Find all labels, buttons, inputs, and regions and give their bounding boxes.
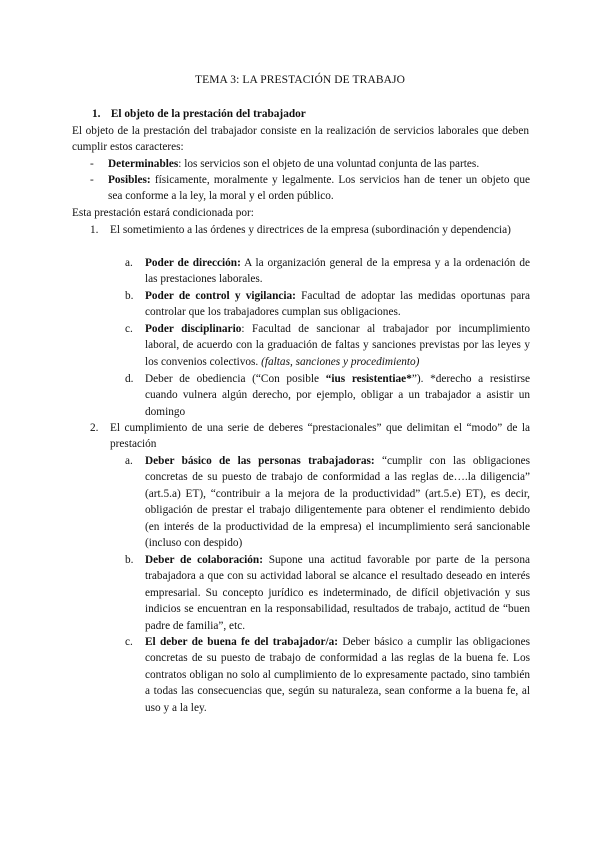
sub-marker: a. [125, 257, 133, 269]
sub-marker: b. [125, 554, 134, 566]
character-item [90, 156, 530, 172]
term-text: físicamente, moralmente y legalmente. Los servicios han de tener un objeto que sea conforme a la ley, la moral y el orden público. [108, 174, 530, 203]
term: Posibles: [108, 174, 151, 186]
sub-marker: b. [125, 290, 134, 302]
term-text: Facultad de adoptar las medidas oportunas para controlar que los trabajadores cumplan sus obligaciones. [145, 290, 530, 319]
pre-text: Deber de obediencia (“Con posible [145, 373, 326, 385]
dash-marker: - [90, 158, 94, 170]
sub-marker: c. [125, 636, 133, 648]
item-text: El cumplimiento de una serie de deberes “prestacionales” que delimitan el “modo” de la prestación [110, 422, 530, 451]
sub-item [125, 371, 530, 420]
item-text: El sometimiento a las órdenes y directrices de la empresa (subordinación y dependencia) [110, 224, 511, 236]
term-text: “cumplir con las obligaciones concretas de su puesto de trabajo de conformidad a las reglas de….la diligencia” (art.5.a) ET), “contribuir a la mejora de la productividad” (art.5.e) ET), es decir, obligación de prestar el trabajo diligentemente para obtener el rendimiento debido (en interés de la productividad de la empresa) el incumplimiento será sancionable (incluso con despido) [145, 455, 531, 550]
conditioned-text: Esta prestación estará condicionada por: [72, 207, 254, 219]
sub-item [125, 453, 530, 551]
term-text: : Facultad de sancionar al trabajador por incumplimiento laboral, de acuerdo con la graduación de faltas y sanciones previstas por las leyes y los convenios colectivos. [145, 323, 531, 368]
sub-item [125, 634, 530, 716]
italic-note: (faltas, sanciones y procedimiento) [261, 355, 420, 368]
page-title: TEMA 3: LA PRESTACIÓN DE TRABAJO [194, 74, 406, 86]
term: Poder de dirección: [145, 257, 241, 269]
sub-marker: c. [125, 323, 133, 335]
sub-item [125, 552, 530, 634]
sub-marker: d. [125, 373, 134, 385]
character-item [90, 172, 530, 205]
section-heading-text: El objeto de la prestación del trabajador [110, 108, 306, 120]
section-heading [92, 106, 512, 122]
sub-item [125, 255, 530, 288]
numbered-item [90, 222, 530, 238]
sub-item [125, 321, 530, 370]
term: Deber básico de las personas trabajadoras: [145, 455, 375, 467]
term: “ius resistentiae* [325, 373, 412, 385]
item-number: 2. [90, 422, 99, 434]
term-text: Supone una actitud favorable por parte de la persona trabajadora a que con su actividad laboral se alcance el resultado deseado en interés empresarial. Su concepto jurídico es indeterminado, de difícil objetivación y sus indicios se encuentran en la responsabilidad, resultados de trabajo, actitud de “buen padre de familia”, etc. [145, 554, 530, 632]
post-text: ”). *derecho a resistirse cuando vulnera algún derecho, por ejemplo, obligar a un trabajador a asistir un domingo [145, 373, 530, 418]
dash-marker: - [90, 174, 94, 186]
term: Determinables [108, 158, 179, 170]
intro-paragraph: El objeto de la prestación del trabajador consiste en la realización de servicios laborales que deben cumplir estos caracteres: [72, 125, 529, 154]
term: El deber de buena fe del trabajador/a: [145, 636, 339, 648]
item-number: 1. [90, 224, 99, 236]
term-text: Deber básico a cumplir las obligaciones concretas de su puesto de trabajo de conformidad a las reglas de la buena fe. Los contratos obligan no solo al cumplimiento de lo expresamente pactado, sino también a todas las consecuencias que, según su naturaleza, sean conforme a la buena fe, al uso y a la ley. [145, 636, 530, 714]
term-text: A la organización general de la empresa y a la ordenación de las prestaciones laborales. [145, 257, 530, 286]
numbered-item [90, 420, 530, 453]
term: Poder disciplinario [145, 323, 242, 335]
sub-marker: a. [125, 455, 133, 467]
sub-item [125, 288, 530, 321]
term: Poder de control y vigilancia: [145, 290, 296, 302]
section-number: 1. [92, 108, 101, 120]
term-text: : los servicios son el objeto de una voluntad conjunta de las partes. [178, 158, 480, 170]
term: Deber de colaboración: [145, 554, 263, 566]
